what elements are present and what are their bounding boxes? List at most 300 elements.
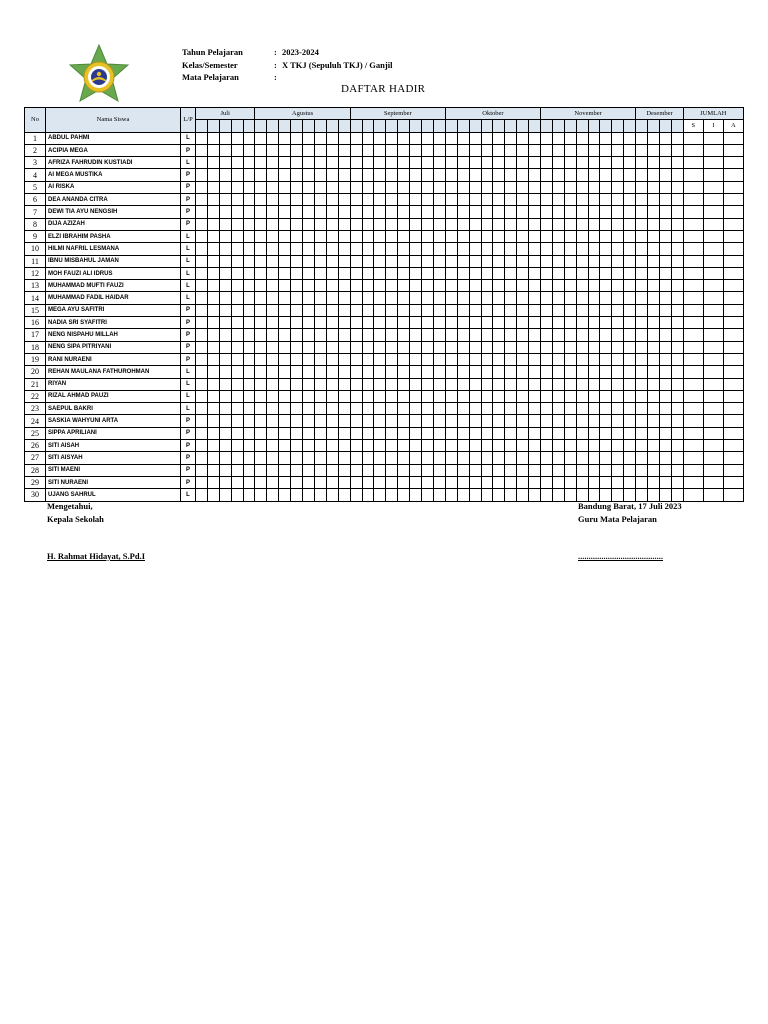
attendance-cell [255,366,267,378]
attendance-cell [279,440,291,452]
attendance-cell [350,317,362,329]
attendance-cell [445,489,457,501]
attendance-cell [671,317,683,329]
total-cell [683,341,703,353]
attendance-cell [243,378,255,390]
total-cell [723,353,743,365]
student-gender: P [181,206,196,218]
attendance-cell [541,206,553,218]
attendance-cell [303,427,315,439]
attendance-cell [398,181,410,193]
attendance-cell [493,329,505,341]
total-cell [703,317,723,329]
attendance-cell [303,366,315,378]
attendance-cell [422,304,434,316]
attendance-cell [600,317,612,329]
attendance-cell [196,427,208,439]
attendance-cell [588,144,600,156]
attendance-cell [231,427,243,439]
attendance-cell [303,476,315,488]
attendance-cell [255,317,267,329]
attendance-cell [410,132,422,144]
attendance-cell [255,280,267,292]
student-gender: L [181,255,196,267]
table-row [25,280,744,292]
attendance-cell [350,427,362,439]
attendance-cell [564,169,576,181]
attendance-cell [410,317,422,329]
table-row [25,267,744,279]
attendance-cell [350,378,362,390]
attendance-cell [219,415,231,427]
meta-row [182,46,392,59]
attendance-cell [636,415,648,427]
attendance-cell [552,489,564,501]
student-number: 11 [25,255,46,267]
day-cell-header [231,120,243,132]
attendance-cell [279,194,291,206]
attendance-cell [636,464,648,476]
attendance-cell [659,317,671,329]
attendance-cell [255,353,267,365]
student-gender: P [181,476,196,488]
meta-row [182,71,392,84]
attendance-cell [671,403,683,415]
attendance-cell [612,304,624,316]
attendance-cell [338,403,350,415]
attendance-cell [576,415,588,427]
attendance-cell [231,353,243,365]
attendance-cell [671,230,683,242]
attendance-cell [648,353,660,365]
attendance-cell [303,452,315,464]
attendance-cell [291,464,303,476]
attendance-cell [243,144,255,156]
teacher-role-label: Guru Mata Pelajaran [578,514,657,524]
attendance-cell [541,181,553,193]
attendance-cell [219,378,231,390]
day-cell-header [636,120,648,132]
student-number: 29 [25,476,46,488]
student-gender: P [181,427,196,439]
attendance-cell [600,378,612,390]
attendance-cell [314,427,326,439]
attendance-cell [338,390,350,402]
attendance-cell [255,427,267,439]
attendance-cell [493,157,505,169]
attendance-cell [219,353,231,365]
attendance-cell [303,415,315,427]
attendance-cell [374,341,386,353]
month-header: Agustus [255,108,350,120]
attendance-cell [303,181,315,193]
attendance-cell [374,329,386,341]
day-cell-header [445,120,457,132]
attendance-cell [314,341,326,353]
attendance-cell [231,440,243,452]
attendance-cell [600,181,612,193]
attendance-cell [481,304,493,316]
attendance-cell [517,440,529,452]
attendance-cell [505,181,517,193]
attendance-cell [445,440,457,452]
principal-signature-block [47,500,104,526]
attendance-cell [659,144,671,156]
attendance-cell [350,489,362,501]
attendance-cell [576,390,588,402]
attendance-cell [457,476,469,488]
attendance-cell [552,353,564,365]
attendance-cell [612,390,624,402]
attendance-cell [291,415,303,427]
meta-row [182,59,392,72]
attendance-cell [255,157,267,169]
attendance-cell [196,415,208,427]
attendance-cell [267,218,279,230]
header-row-months [25,108,744,120]
attendance-cell [196,476,208,488]
attendance-cell [326,341,338,353]
attendance-cell [564,230,576,242]
attendance-cell [552,144,564,156]
attendance-cell [588,464,600,476]
attendance-cell [338,243,350,255]
attendance-cell [433,489,445,501]
attendance-cell [303,341,315,353]
attendance-cell [255,218,267,230]
attendance-cell [291,157,303,169]
attendance-cell [243,366,255,378]
attendance-cell [457,181,469,193]
student-gender: P [181,194,196,206]
attendance-cell [255,144,267,156]
attendance-cell [231,378,243,390]
attendance-cell [386,144,398,156]
attendance-cell [196,243,208,255]
day-cell-header [493,120,505,132]
attendance-cell [481,341,493,353]
attendance-cell [338,378,350,390]
attendance-cell [291,255,303,267]
attendance-cell [386,452,398,464]
attendance-cell [219,440,231,452]
attendance-cell [314,181,326,193]
attendance-cell [219,181,231,193]
student-name: ELZI IBRAHIM PASHA [46,230,181,242]
attendance-cell [398,427,410,439]
attendance-cell [291,144,303,156]
total-cell [703,255,723,267]
attendance-cell [671,280,683,292]
attendance-cell [314,243,326,255]
attendance-cell [552,132,564,144]
total-cell [723,267,743,279]
total-cell [703,476,723,488]
total-subheader: A [723,120,743,132]
attendance-cell [659,452,671,464]
attendance-cell [362,243,374,255]
attendance-cell [600,157,612,169]
attendance-cell [338,194,350,206]
attendance-cell [386,341,398,353]
attendance-cell [659,341,671,353]
attendance-cell [588,243,600,255]
attendance-cell [648,440,660,452]
attendance-cell [541,243,553,255]
attendance-cell [291,280,303,292]
attendance-cell [481,292,493,304]
attendance-cell [505,255,517,267]
total-cell [683,280,703,292]
attendance-cell [505,230,517,242]
attendance-cell [433,476,445,488]
attendance-cell [481,317,493,329]
student-gender: L [181,403,196,415]
attendance-cell [445,464,457,476]
attendance-cell [410,181,422,193]
attendance-cell [362,403,374,415]
attendance-cell [517,169,529,181]
attendance-cell [671,452,683,464]
attendance-cell [374,181,386,193]
attendance-cell [481,280,493,292]
attendance-cell [338,489,350,501]
attendance-cell [564,255,576,267]
table-row [25,194,744,206]
attendance-cell [410,292,422,304]
attendance-cell [588,292,600,304]
day-cell-header [576,120,588,132]
attendance-cell [255,230,267,242]
attendance-cell [398,144,410,156]
total-cell [683,476,703,488]
attendance-cell [255,464,267,476]
attendance-cell [457,157,469,169]
student-number: 28 [25,464,46,476]
attendance-cell [457,464,469,476]
attendance-cell [588,181,600,193]
attendance-cell [529,132,541,144]
student-gender: P [181,181,196,193]
attendance-cell [600,403,612,415]
attendance-cell [219,169,231,181]
attendance-cell [648,341,660,353]
attendance-cell [552,464,564,476]
attendance-cell [362,267,374,279]
attendance-cell [517,476,529,488]
attendance-cell [362,194,374,206]
meta-separator: : [274,47,277,57]
attendance-cell [457,427,469,439]
attendance-cell [410,267,422,279]
table-row [25,476,744,488]
document-title: DAFTAR HADIR [341,83,426,95]
attendance-cell [303,194,315,206]
total-cell [723,304,743,316]
attendance-cell [291,476,303,488]
attendance-cell [231,317,243,329]
attendance-cell [219,267,231,279]
attendance-cell [267,427,279,439]
attendance-cell [588,353,600,365]
attendance-cell [564,243,576,255]
attendance-cell [505,378,517,390]
attendance-cell [326,366,338,378]
attendance-cell [314,378,326,390]
attendance-cell [303,329,315,341]
total-cell [703,292,723,304]
attendance-cell [624,403,636,415]
attendance-cell [350,341,362,353]
student-name: UJANG SAHRUL [46,489,181,501]
total-cell [703,181,723,193]
attendance-cell [303,292,315,304]
attendance-cell [207,144,219,156]
attendance-cell [422,292,434,304]
attendance-cell [219,292,231,304]
attendance-cell [457,378,469,390]
attendance-cell [196,169,208,181]
document-metadata [182,46,392,84]
attendance-cell [410,341,422,353]
attendance-cell [422,230,434,242]
attendance-cell [648,317,660,329]
attendance-cell [624,206,636,218]
attendance-cell [219,476,231,488]
school-emblem-icon [66,44,132,110]
total-cell [703,329,723,341]
attendance-cell [588,267,600,279]
attendance-cell [231,243,243,255]
attendance-cell [433,353,445,365]
attendance-cell [457,267,469,279]
attendance-cell [564,132,576,144]
attendance-cell [255,181,267,193]
total-cell [723,403,743,415]
attendance-cell [398,353,410,365]
attendance-cell [648,464,660,476]
attendance-cell [636,206,648,218]
attendance-cell [552,329,564,341]
total-cell [723,181,743,193]
total-cell [683,243,703,255]
attendance-cell [338,230,350,242]
attendance-cell [659,157,671,169]
table-row [25,317,744,329]
attendance-cell [659,440,671,452]
attendance-cell [624,341,636,353]
attendance-cell [493,218,505,230]
attendance-cell [659,378,671,390]
month-header: Juli [196,108,255,120]
student-gender: P [181,452,196,464]
attendance-cell [541,194,553,206]
teacher-signature-block [578,500,682,526]
attendance-cell [362,218,374,230]
attendance-cell [338,440,350,452]
attendance-cell [314,218,326,230]
attendance-cell [255,378,267,390]
total-cell [703,243,723,255]
student-number: 16 [25,317,46,329]
attendance-cell [624,304,636,316]
attendance-cell [529,489,541,501]
day-cell-header [267,120,279,132]
attendance-cell [648,452,660,464]
attendance-cell [374,464,386,476]
attendance-cell [303,464,315,476]
attendance-cell [279,206,291,218]
total-cell [683,464,703,476]
attendance-cell [517,366,529,378]
attendance-cell [207,329,219,341]
attendance-cell [588,169,600,181]
attendance-cell [422,353,434,365]
attendance-cell [207,132,219,144]
attendance-cell [410,476,422,488]
attendance-cell [612,243,624,255]
attendance-cell [219,157,231,169]
student-name: SITI NURAENI [46,476,181,488]
attendance-cell [481,489,493,501]
attendance-cell [362,464,374,476]
day-cell-header [624,120,636,132]
attendance-cell [374,206,386,218]
attendance-cell [219,464,231,476]
attendance-cell [303,267,315,279]
attendance-cell [314,304,326,316]
attendance-cell [505,353,517,365]
attendance-cell [231,403,243,415]
attendance-cell [398,280,410,292]
attendance-cell [612,341,624,353]
attendance-cell [457,292,469,304]
attendance-cell [624,452,636,464]
attendance-cell [588,132,600,144]
attendance-cell [279,230,291,242]
attendance-cell [469,206,481,218]
attendance-cell [541,378,553,390]
attendance-cell [433,415,445,427]
attendance-cell [469,440,481,452]
attendance-cell [505,218,517,230]
attendance-cell [469,378,481,390]
attendance-cell [445,304,457,316]
attendance-cell [207,157,219,169]
attendance-cell [576,476,588,488]
attendance-cell [422,329,434,341]
attendance-cell [326,280,338,292]
attendance-cell [338,476,350,488]
table-row [25,243,744,255]
attendance-cell [362,169,374,181]
attendance-cell [445,403,457,415]
attendance-cell [326,194,338,206]
attendance-cell [505,243,517,255]
attendance-cell [552,366,564,378]
student-gender: P [181,341,196,353]
attendance-cell [433,181,445,193]
table-row [25,415,744,427]
attendance-cell [576,329,588,341]
attendance-cell [529,255,541,267]
attendance-cell [564,464,576,476]
total-cell [723,280,743,292]
attendance-cell [648,280,660,292]
attendance-cell [326,230,338,242]
table-row [25,132,744,144]
student-number: 21 [25,378,46,390]
